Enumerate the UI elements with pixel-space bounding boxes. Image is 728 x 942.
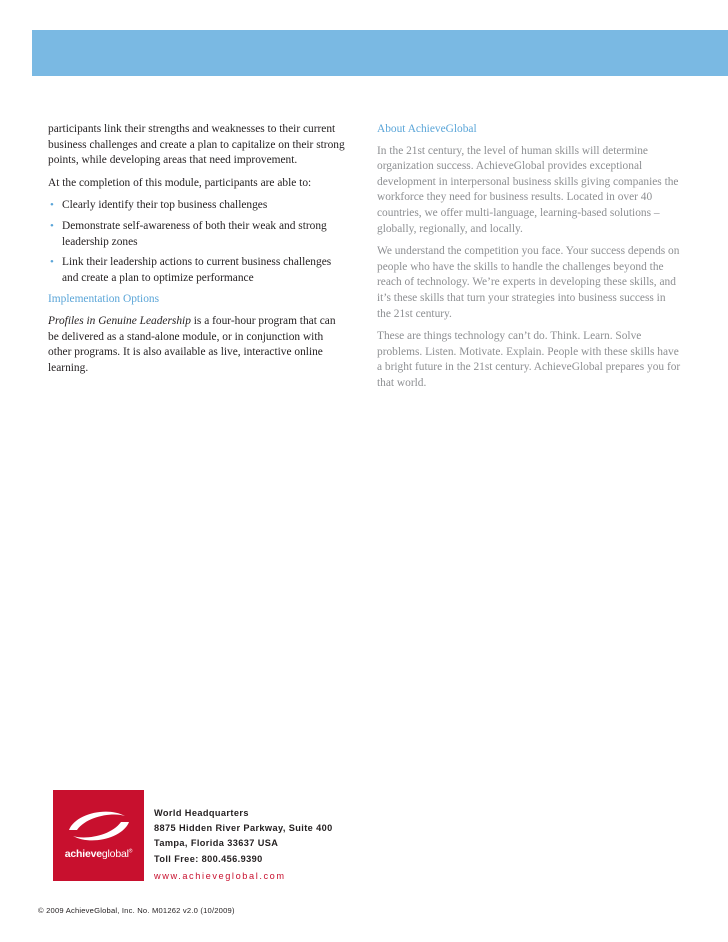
achieveglobal-logo	[53, 790, 144, 881]
headquarters-block	[154, 806, 333, 884]
website-link[interactable]: www.achieveglobal.com	[154, 870, 286, 881]
header-color-band	[32, 30, 728, 76]
logo-wordmark: achieveglobal®	[64, 848, 133, 860]
about-heading: About AchieveGlobal	[377, 123, 477, 135]
list-item: • Demonstrate self-awareness of both their weak and strong leadership zones	[50, 219, 327, 248]
hq-title: World Headquarters	[154, 808, 249, 818]
outcomes-list	[48, 198, 348, 286]
about-paragraph-1: In the 21st century, the level of human skills will determine organization success. AchieveGlobal provides exceptional development in interpersonal business skills giving companies the workforce they need for business results. Located in over 40 countries, we offer multi-language, learning-based solutions – globally, regionally, and locally.	[377, 144, 679, 235]
hq-phone: Toll Free: 800.456.9390	[154, 853, 263, 864]
list-item: • Clearly identify their top business challenges	[48, 198, 348, 214]
list-item: • Link their leadership actions to current business challenges and create a plan to optimize performance	[50, 256, 332, 284]
swoosh-icon	[63, 808, 135, 844]
completion-paragraph: At the completion of this module, participants are able to:	[48, 176, 312, 189]
bullet-icon: •	[50, 219, 54, 232]
left-column	[48, 122, 348, 383]
implementation-paragraph: Profiles in Genuine Leadership is a four-hour program that can be delivered as a stand-alone module, or in conjunction with other programs. It is also available as live, interactive online learning.	[48, 314, 336, 374]
implementation-heading: Implementation Options	[48, 293, 160, 306]
program-title: Profiles in Genuine Leadership	[48, 314, 191, 327]
bullet-icon: •	[50, 256, 54, 269]
bullet-icon: •	[50, 199, 54, 212]
hq-address-line-1: 8875 Hidden River Parkway, Suite 400	[154, 823, 333, 834]
hq-address-line-2: Tampa, Florida 33637 USA	[154, 838, 279, 849]
right-column	[377, 122, 681, 399]
copyright-notice: © 2009 AchieveGlobal, Inc. No. M01262 v2.0 (10/2009)	[38, 906, 235, 915]
about-paragraph-3: These are things technology can’t do. Think. Learn. Solve problems. Listen. Motivate. Explain. People with these skills have a bright future in the 21st century. AchieveGlobal prepares you for that world.	[377, 330, 681, 389]
about-paragraph-2: We understand the competition you face. Your success depends on people who have the skills to handle the challenges beyond the reach of technology. We’re experts in developing these skills, and it’s these skills that turn your strategies into business success in the 21st century.	[377, 245, 680, 320]
intro-paragraph: participants link their strengths and weaknesses to their current business challenges and create a plan to capitalize on their strong points, while developing areas that need improvement.	[48, 123, 345, 167]
